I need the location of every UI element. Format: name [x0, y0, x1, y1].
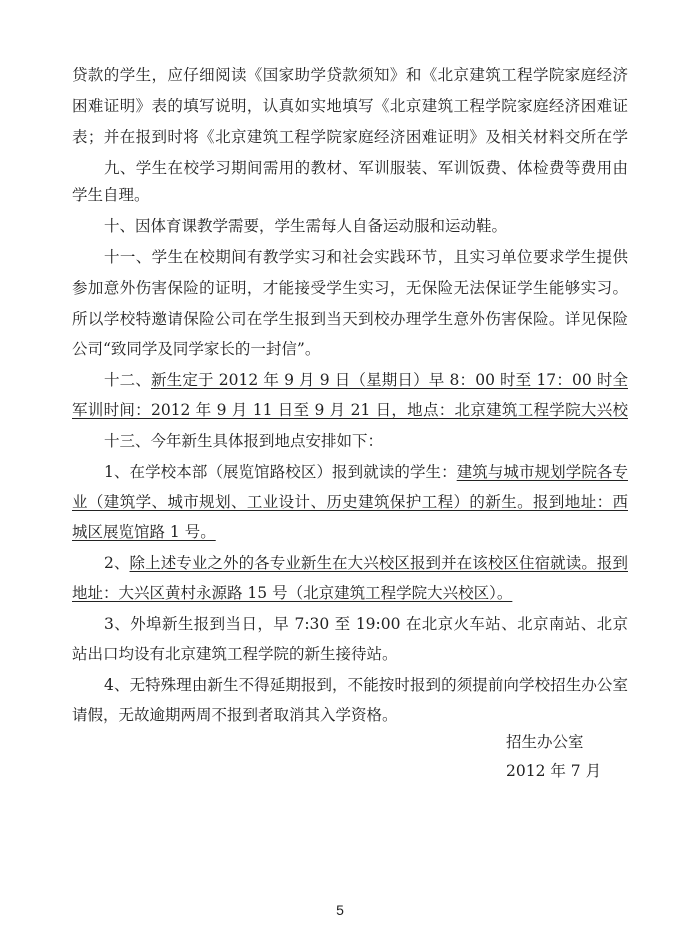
text-segment: 十三、今年新生具体报到地点安排如下： [104, 432, 384, 450]
text-line [72, 278, 628, 298]
text-segment: 站出口均设有北京建筑工程学院的新生接待站。 [72, 645, 398, 663]
underlined-text: 业（建筑学、城市规划、工业设计、历史建筑保护工程）的新生。报到地址：西 [72, 493, 628, 511]
text-segment: 1、在学校本部（展览馆路校区）报到就读的学生： [104, 463, 457, 481]
underlined-text: 地址：大兴区黄村永源路 15 号（北京建筑工程学院大兴校区）。 [72, 584, 513, 602]
text-line [72, 185, 628, 205]
text-line [72, 522, 628, 542]
signature-date: 2012 年 7 月 [506, 762, 602, 780]
signature-office: 招生办公室 [506, 733, 584, 751]
underlined-text: 城区展览馆路 1 号。 [72, 523, 216, 541]
text-segment: 3、外埠新生报到当日，早 7:30 至 19:00 在北京火车站、北京南站、北京 [104, 615, 628, 633]
text-line [72, 431, 628, 451]
text-line [72, 96, 628, 116]
text-line [72, 127, 628, 147]
text-line [72, 370, 628, 390]
text-line [72, 65, 628, 85]
underlined-text: 除上述专业之外的各专业新生在大兴校区报到并在该校区住宿就读。报到 [129, 554, 628, 572]
text-segment: 表；并在报到时将《北京建筑工程学院家庭经济困难证明》及相关材料交所在学 [72, 128, 628, 146]
text-segment: 十二、 [104, 371, 152, 389]
text-segment: 九、学生在校学习期间需用的教材、军训服装、军训饭费、体检费等费用由 [104, 159, 628, 177]
underlined-text: 军训时间：2012 年 9 月 11 日至 9 月 21 日，地点：北京建筑工程学院大兴校 [72, 401, 628, 419]
text-line [72, 583, 628, 603]
text-line [72, 462, 628, 482]
text-line [72, 309, 628, 329]
text-segment: 参加意外伤害保险的证明，才能接受学生实习，无保险无法保证学生能够实习。 [72, 279, 628, 297]
text-segment: 所以学校特邀请保险公司在学生报到当天到校办理学生意外伤害保险。详见保险 [72, 310, 628, 328]
text-line [72, 158, 628, 178]
text-segment: 困难证明》表的填写说明，认真如实地填写《北京建筑工程学院家庭经济困难证 [72, 97, 628, 115]
text-line [72, 247, 628, 267]
text-line [72, 339, 628, 359]
text-segment: 请假，无故逾期两周不报到者取消其入学资格。 [72, 706, 398, 724]
text-line [72, 644, 628, 664]
underlined-text: 建筑与城市规划学院各专 [456, 463, 628, 481]
text-line [72, 614, 628, 634]
text-segment: 2、 [104, 554, 130, 572]
text-line [72, 675, 628, 695]
text-segment: 十、因体育课教学需要，学生需每人自备运动服和运动鞋。 [104, 217, 508, 235]
text-line [72, 492, 628, 512]
page-number: 5 [336, 902, 344, 918]
text-line [72, 553, 628, 573]
text-line [72, 216, 628, 236]
text-segment: 贷款的学生，应仔细阅读《国家助学贷款须知》和《北京建筑工程学院家庭经济 [72, 66, 628, 84]
text-line [72, 400, 628, 420]
text-segment: 学生自理。 [72, 186, 150, 204]
text-line [72, 705, 628, 725]
underlined-text: 新生定于 2012 年 9 月 9 日（星期日）早 8：00 时至 17：00 时全 [151, 371, 628, 389]
text-segment: 4、无特殊理由新生不得延期报到，不能按时报到的须提前向学校招生办公室 [104, 676, 628, 694]
text-segment: 十一、学生在校期间有教学实习和社会实践环节，且实习单位要求学生提供 [104, 248, 628, 266]
text-segment: 公司“致同学及同学家长的一封信”。 [72, 340, 321, 358]
